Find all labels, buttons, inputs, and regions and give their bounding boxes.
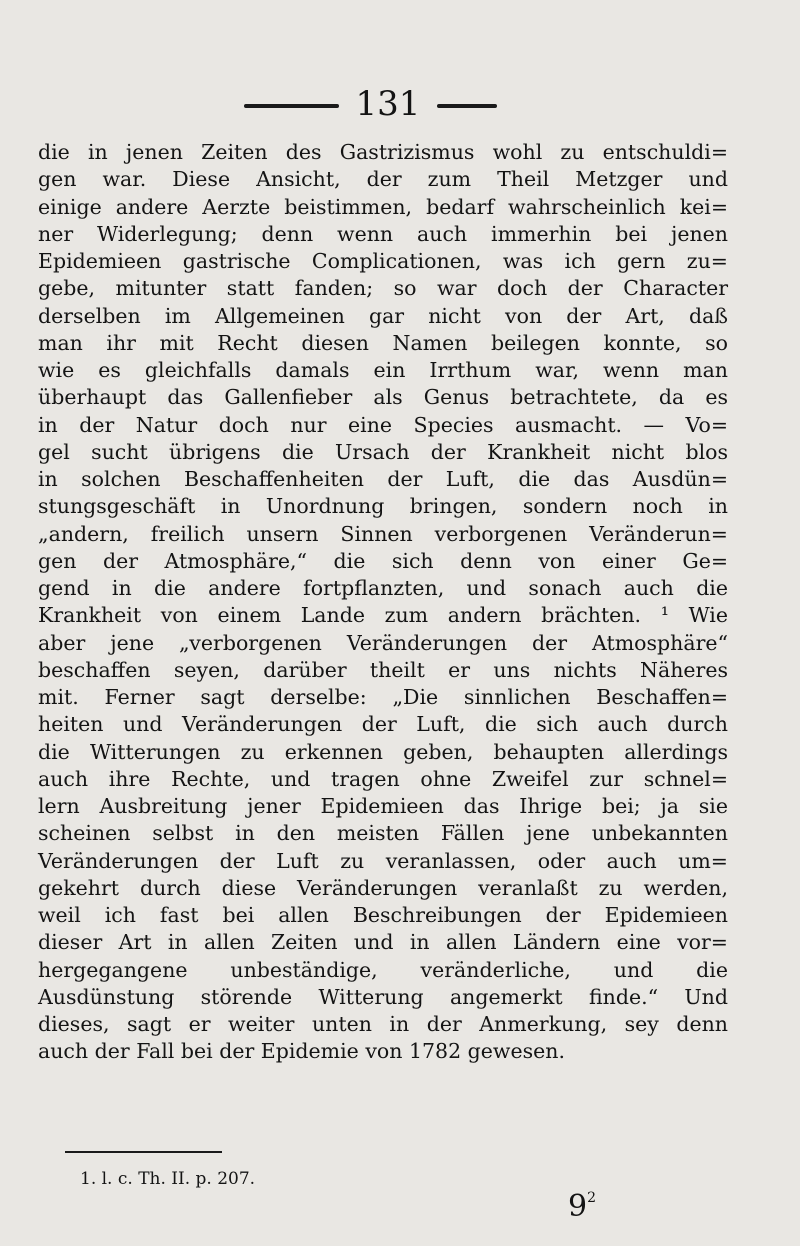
text-line: in der Natur doch nur eine Species ausmacht. — Vo= — [38, 412, 728, 437]
text-line: gen der Atmosphäre,“ die sich denn von einer Ge= — [38, 548, 728, 573]
body-text — [38, 139, 728, 1066]
text-line: Krankheit von einem Lande zum andern brächten. ¹ Wie — [38, 603, 728, 628]
footnote-rule — [65, 1151, 222, 1153]
signature-superscript: 2 — [587, 1190, 597, 1206]
text-line: gel sucht übrigens die Ursach der Krankheit nicht blos — [38, 439, 728, 464]
text-line: auch ihre Rechte, und tragen ohne Zweifel zur schnel= — [38, 766, 728, 791]
page-number: 131 — [355, 84, 421, 124]
text-line: beschaffen seyen, darüber theilt er uns nichts Näheres — [38, 657, 728, 682]
text-line: derselben im Allgemeinen gar nicht von der Art, daß — [38, 303, 728, 328]
text-line: wie es gleichfalls damals ein Irrthum war, wenn man — [38, 358, 728, 382]
text-line: Ausdünstung störende Witterung angemerkt finde.“ Und — [38, 984, 728, 1009]
text-line: die in jenen Zeiten des Gastrizismus wohl zu entschuldi= — [38, 140, 728, 164]
text-line: gend in die andere fortpflanzten, und sonach auch die — [38, 576, 728, 600]
text-line: Veränderungen der Luft zu veranlassen, oder auch um= — [38, 848, 728, 873]
footnote: 1. l. c. Th. II. p. 207. — [80, 1169, 256, 1189]
text-line: hergegangene unbeständige, veränderliche, und die — [38, 957, 728, 982]
text-line: heiten und Veränderungen der Luft, die sich auch durch — [38, 712, 728, 737]
text-line: lern Ausbreitung jener Epidemieen das Ihrige bei; ja sie — [38, 794, 728, 818]
text-line: Epidemieen gastrische Complicationen, was ich gern zu= — [38, 249, 728, 273]
text-line: die Witterungen zu erkennen geben, behaupten allerdings — [38, 739, 728, 764]
text-line: aber jene „verborgenen Veränderungen der Atmosphäre“ — [38, 630, 728, 655]
text-line: „andern, freilich unsern Sinnen verborgenen Veränderun= — [38, 521, 728, 546]
text-line: ner Widerlegung; denn wenn auch immerhin bei jenen — [38, 221, 728, 246]
text-line: auch der Fall bei der Epidemie von 1782 gewesen. — [38, 1039, 565, 1064]
text-line: gekehrt durch diese Veränderungen veranlaßt zu werden, — [38, 875, 728, 900]
header-rule-left — [244, 104, 339, 108]
text-line: dieses, sagt er weiter unten in der Anmerkung, sey denn — [38, 1012, 728, 1036]
text-line: dieser Art in allen Zeiten und in allen Ländern eine vor= — [38, 930, 728, 955]
text-line: gen war. Diese Ansicht, der zum Theil Metzger und — [38, 167, 728, 192]
header-rule-right — [437, 104, 497, 108]
text-line: man ihr mit Recht diesen Namen beilegen konnte, so — [38, 330, 728, 355]
text-line: mit. Ferner sagt derselbe: „Die sinnlichen Beschaffen= — [38, 685, 728, 709]
text-line: scheinen selbst in den meisten Fällen jene unbekannten — [38, 821, 728, 846]
text-line: in solchen Beschaffenheiten der Luft, die das Ausdün= — [38, 467, 728, 491]
page-header — [0, 84, 800, 124]
signature-number: 9 — [568, 1189, 588, 1224]
text-line: einige andere Aerzte beistimmen, bedarf wahrscheinlich kei= — [38, 194, 728, 219]
signature-mark — [568, 1178, 596, 1227]
text-line: weil ich fast bei allen Beschreibungen der Epidemieen — [38, 903, 728, 927]
text-line: stungsgeschäft in Unordnung bringen, sondern noch in — [38, 494, 728, 519]
text-line: überhaupt das Gallenfieber als Genus betrachtete, da es — [38, 385, 728, 410]
text-line: gebe, mitunter statt fanden; so war doch der Character — [38, 276, 728, 301]
